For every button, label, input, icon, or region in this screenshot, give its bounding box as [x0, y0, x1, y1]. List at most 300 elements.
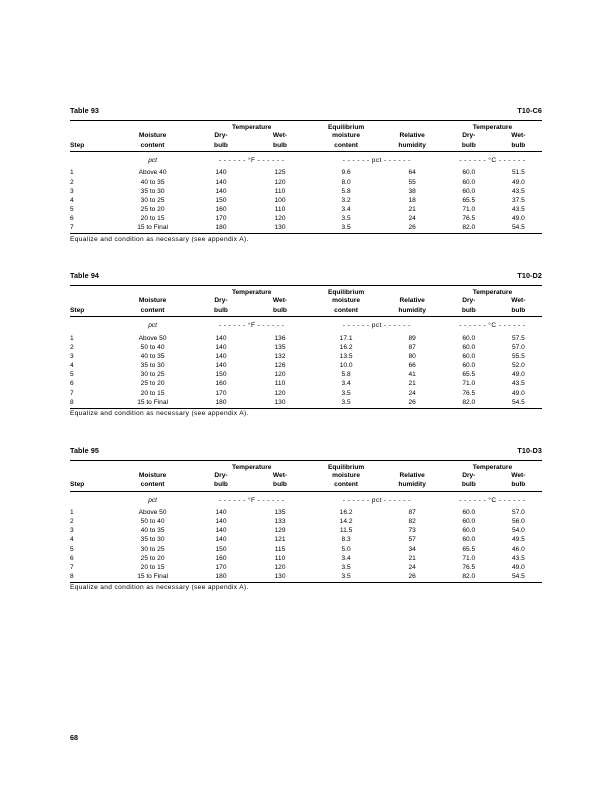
cell-wet-bulb-c: 43.5 [511, 554, 525, 562]
header-wet-bulb-f-line2: bulb [273, 141, 287, 149]
cell-wet-bulb-c: 49.5 [511, 536, 525, 544]
cell-wet-bulb-f: 120 [274, 371, 286, 379]
cell-moisture-content: 15 to Final [137, 224, 168, 232]
cell-dry-bulb-c: 60.0 [462, 536, 476, 544]
cell-step: 6 [70, 215, 74, 223]
cell-dry-bulb-c: 82.0 [462, 398, 476, 406]
header-dry-bulb-f-line2: bulb [214, 141, 228, 149]
cell-relative-humidity: 87 [408, 508, 416, 516]
cell-dry-bulb-f: 160 [215, 554, 227, 562]
cell-step: 5 [70, 371, 74, 379]
cell-moisture-content: 50 to 40 [140, 343, 165, 351]
cell-emc: 3.5 [341, 563, 351, 571]
table-row [70, 554, 542, 563]
cell-wet-bulb-f: 135 [274, 508, 286, 516]
header-wet-bulb-f-line1: Wet- [272, 132, 288, 140]
column-header-row-2 [70, 142, 542, 152]
cell-dry-bulb-c: 71.0 [462, 380, 476, 388]
cell-dry-bulb-c: 60.0 [462, 362, 476, 370]
cell-dry-bulb-c: 76.5 [462, 215, 476, 223]
cell-step: 3 [70, 352, 74, 360]
cell-dry-bulb-c: 60.0 [462, 352, 476, 360]
cell-wet-bulb-c: 49.0 [511, 563, 525, 571]
group-blank-rh [381, 121, 442, 133]
table-row [70, 353, 542, 362]
cell-wet-bulb-c: 56.0 [511, 518, 525, 526]
cell-dry-bulb-c: 71.0 [462, 206, 476, 214]
units-moisture-content-pct: pct [148, 322, 157, 330]
cell-moisture-content: 30 to 25 [140, 545, 165, 553]
cell-dry-bulb-c: 65.5 [462, 196, 476, 204]
table-note-text: Equalize and condition as necessary (see appendix A). [70, 410, 249, 418]
units-celsius: - - - - - - °C - - - - - - [459, 496, 526, 504]
cell-wet-bulb-c: 43.5 [511, 187, 525, 195]
cell-wet-bulb-f: 100 [274, 196, 286, 204]
cell-dry-bulb-c: 60.0 [462, 508, 476, 516]
group-blank-step [70, 121, 112, 133]
drying-schedule-table [70, 460, 542, 593]
cell-moisture-content: Above 50 [138, 508, 167, 516]
cell-wet-bulb-c: 49.0 [511, 178, 525, 186]
cell-dry-bulb-f: 140 [215, 178, 227, 186]
cell-relative-humidity: 64 [408, 169, 416, 177]
table-caption [70, 446, 542, 455]
cell-relative-humidity: 73 [408, 527, 416, 535]
cell-emc: 3.5 [341, 398, 351, 406]
units-row [70, 152, 542, 170]
cell-dry-bulb-f: 180 [215, 573, 227, 581]
header-dry-bulb-c-line2: bulb [461, 141, 476, 149]
cell-wet-bulb-f: 130 [274, 573, 286, 581]
cell-moisture-content: 35 to 30 [140, 536, 165, 544]
table-rows-body [70, 169, 542, 234]
cell-emc: 17.1 [339, 334, 353, 342]
group-blank-rh [381, 460, 442, 472]
table-row [70, 197, 542, 206]
header-dry-bulb-c-line1: Dry- [462, 297, 476, 305]
table-rows-body [70, 334, 542, 408]
cell-moisture-content: 25 to 20 [140, 380, 165, 388]
table-row [70, 545, 542, 554]
cell-moisture-content: 40 to 35 [140, 178, 165, 186]
cell-wet-bulb-c: 43.5 [511, 380, 525, 388]
table-block [70, 106, 542, 244]
table-block [70, 446, 542, 593]
cell-step: 2 [70, 178, 74, 186]
units-moisture-content-pct: pct [148, 157, 157, 165]
cell-step: 4 [70, 536, 74, 544]
cell-step: 6 [70, 380, 74, 388]
cell-wet-bulb-c: 49.0 [511, 215, 525, 223]
column-header-row-1 [70, 132, 542, 142]
cell-wet-bulb-f: 120 [274, 389, 286, 397]
units-blank-step [70, 491, 112, 509]
cell-wet-bulb-c: 54.5 [511, 573, 525, 581]
cell-wet-bulb-c: 52.0 [511, 362, 525, 370]
table-id-label: T10-D2 [517, 271, 542, 281]
cell-dry-bulb-f: 140 [215, 187, 227, 195]
cell-wet-bulb-c: 54.5 [511, 398, 525, 406]
cell-relative-humidity: 26 [408, 224, 416, 232]
group-blank-mc [112, 121, 192, 133]
cell-dry-bulb-c: 82.0 [462, 573, 476, 581]
table-row [70, 509, 542, 518]
cell-wet-bulb-f: 130 [274, 398, 286, 406]
cell-emc: 11.5 [339, 527, 353, 535]
cell-emc: 9.6 [341, 169, 351, 177]
table-row [70, 564, 542, 573]
cell-emc: 8.3 [341, 536, 351, 544]
cell-dry-bulb-c: 76.5 [462, 389, 476, 397]
cell-emc: 3.4 [341, 380, 351, 388]
table-note-row [70, 582, 542, 593]
cell-relative-humidity: 24 [408, 563, 416, 571]
header-wet-bulb-c-line1: Wet- [511, 471, 526, 479]
cell-wet-bulb-f: 120 [274, 178, 286, 186]
cell-dry-bulb-f: 140 [215, 343, 227, 351]
header-wet-bulb-f-line1: Wet- [272, 471, 288, 479]
table-note-text: Equalize and condition as necessary (see appendix A). [70, 235, 249, 243]
header-moisture-content-line2: content [140, 306, 165, 314]
cell-dry-bulb-f: 170 [215, 389, 227, 397]
cell-dry-bulb-c: 60.0 [462, 518, 476, 526]
header-wet-bulb-c-line1: Wet- [511, 297, 526, 305]
cell-wet-bulb-f: 130 [274, 224, 286, 232]
cell-relative-humidity: 24 [408, 215, 416, 223]
group-header-temperature-c: Temperature [472, 124, 513, 131]
cell-wet-bulb-c: 49.0 [511, 389, 525, 397]
header-dry-bulb-c-line1: Dry- [462, 471, 476, 479]
cell-step: 4 [70, 362, 74, 370]
cell-emc: 13.5 [339, 352, 353, 360]
cell-relative-humidity: 80 [408, 352, 416, 360]
header-dry-bulb-f-line1: Dry- [214, 297, 228, 305]
table-id-label: T10-C6 [517, 106, 542, 115]
header-relative-humidity-line2: humidity [398, 481, 426, 489]
header-emc-line2: moisture [332, 132, 361, 140]
table-row [70, 224, 542, 234]
table-row [70, 187, 542, 196]
cell-emc: 8.0 [341, 178, 351, 186]
units-fahrenheit: - - - - - - °F - - - - - - [218, 322, 285, 330]
cell-wet-bulb-f: 120 [274, 563, 286, 571]
group-blank-rh [381, 286, 442, 298]
header-emc-line3: content [334, 141, 358, 149]
cell-emc: 10.0 [339, 362, 353, 370]
table-row [70, 527, 542, 536]
units-percent: - - - - - - pct - - - - - - [342, 322, 411, 330]
cell-dry-bulb-f: 170 [215, 563, 227, 571]
cell-step: 3 [70, 187, 74, 195]
cell-wet-bulb-f: 110 [274, 554, 286, 562]
cell-emc: 3.5 [341, 573, 351, 581]
cell-dry-bulb-c: 60.0 [462, 334, 476, 342]
header-moisture-content-line1: Moisture [138, 471, 167, 479]
cell-emc: 3.5 [341, 224, 351, 232]
cell-dry-bulb-f: 140 [215, 508, 227, 516]
table-row [70, 536, 542, 545]
units-blank-step [70, 317, 112, 335]
header-dry-bulb-f-line2: bulb [214, 306, 228, 314]
header-wet-bulb-f-line1: Wet- [272, 297, 288, 305]
group-header-emc-line1: Equilibrium [327, 289, 365, 297]
cell-moisture-content: 35 to 30 [140, 362, 165, 370]
table-caption-label: Table 95 [70, 445, 100, 455]
cell-relative-humidity: 55 [408, 178, 416, 186]
cell-dry-bulb-c: 76.5 [462, 563, 476, 571]
cell-dry-bulb-c: 60.0 [462, 169, 476, 177]
table-note-row [70, 234, 542, 245]
table-caption-label: Table 93 [70, 106, 100, 115]
cell-moisture-content: 20 to 15 [140, 563, 165, 571]
cell-step: 8 [70, 398, 74, 406]
cell-relative-humidity: 38 [408, 187, 416, 195]
header-step: Step [70, 141, 85, 149]
units-percent: - - - - - - pct - - - - - - [342, 496, 411, 504]
column-header-row-1 [70, 297, 542, 307]
group-blank-step [70, 460, 112, 472]
cell-wet-bulb-f: 135 [274, 343, 286, 351]
cell-emc: 5.0 [341, 545, 351, 553]
cell-wet-bulb-c: 43.5 [511, 206, 525, 214]
header-moisture-content-line2: content [140, 141, 165, 149]
cell-wet-bulb-c: 57.0 [511, 508, 525, 516]
header-relative-humidity-line2: humidity [398, 306, 426, 314]
cell-relative-humidity: 87 [408, 343, 416, 351]
cell-emc: 3.4 [341, 554, 351, 562]
cell-dry-bulb-c: 82.0 [462, 224, 476, 232]
header-wet-bulb-c-line2: bulb [511, 141, 526, 149]
header-emc-line2: moisture [332, 297, 361, 305]
cell-moisture-content: Above 50 [138, 334, 167, 342]
cell-step: 7 [70, 563, 74, 571]
group-blank-mc [112, 286, 192, 298]
header-relative-humidity-line1: Relative [399, 471, 425, 479]
header-relative-humidity-line2: humidity [398, 141, 426, 149]
cell-dry-bulb-f: 150 [215, 545, 227, 553]
cell-wet-bulb-f: 110 [274, 187, 286, 195]
cell-step: 6 [70, 554, 74, 562]
table-caption-label: Table 94 [70, 271, 100, 281]
cell-dry-bulb-f: 160 [215, 380, 227, 388]
cell-dry-bulb-f: 180 [215, 398, 227, 406]
cell-relative-humidity: 89 [408, 334, 416, 342]
units-celsius: - - - - - - °C - - - - - - [459, 157, 526, 165]
cell-step: 2 [70, 343, 74, 351]
table-row [70, 380, 542, 389]
cell-relative-humidity: 24 [408, 389, 416, 397]
table-caption [70, 271, 542, 280]
cell-wet-bulb-f: 115 [274, 545, 286, 553]
table-note-row [70, 408, 542, 419]
header-emc-line3: content [334, 306, 358, 314]
cell-dry-bulb-f: 170 [215, 215, 227, 223]
units-fahrenheit: - - - - - - °F - - - - - - [218, 496, 285, 504]
cell-dry-bulb-c: 60.0 [462, 527, 476, 535]
group-header-emc-line1: Equilibrium [327, 463, 365, 471]
cell-step: 5 [70, 545, 74, 553]
cell-relative-humidity: 34 [408, 545, 416, 553]
cell-relative-humidity: 57 [408, 536, 416, 544]
cell-dry-bulb-c: 60.0 [462, 343, 476, 351]
units-moisture-content-pct: pct [148, 496, 157, 504]
group-header-temperature-f: Temperature [231, 289, 272, 297]
cell-dry-bulb-f: 160 [215, 206, 227, 214]
cell-step: 7 [70, 389, 74, 397]
cell-step: 1 [70, 508, 74, 516]
header-step: Step [70, 306, 85, 314]
cell-wet-bulb-f: 110 [274, 380, 286, 388]
cell-dry-bulb-f: 140 [215, 352, 227, 360]
header-dry-bulb-c-line2: bulb [461, 306, 476, 314]
group-header-temperature-f: Temperature [231, 463, 272, 471]
cell-step: 5 [70, 206, 74, 214]
cell-dry-bulb-f: 180 [215, 224, 227, 232]
cell-moisture-content: 30 to 25 [140, 196, 165, 204]
header-blank-step-1 [70, 472, 112, 482]
header-wet-bulb-c-line1: Wet- [511, 132, 526, 140]
cell-wet-bulb-c: 37.5 [511, 196, 525, 204]
cell-dry-bulb-f: 140 [215, 169, 227, 177]
column-header-row-2 [70, 307, 542, 317]
table-row [70, 371, 542, 380]
header-wet-bulb-f-line2: bulb [273, 481, 287, 489]
units-row [70, 317, 542, 335]
cell-dry-bulb-f: 150 [215, 371, 227, 379]
cell-moisture-content: 25 to 20 [140, 206, 165, 214]
header-wet-bulb-c-line2: bulb [511, 306, 526, 314]
header-dry-bulb-f-line2: bulb [214, 481, 228, 489]
table-row [70, 169, 542, 178]
group-header-temperature-c: Temperature [472, 463, 513, 471]
column-group-header-row [70, 121, 542, 133]
group-blank-step [70, 286, 112, 298]
cell-emc: 5.8 [341, 187, 351, 195]
table-row [70, 518, 542, 527]
drying-schedule-table [70, 285, 542, 418]
cell-wet-bulb-f: 133 [274, 518, 286, 526]
cell-wet-bulb-c: 54.0 [511, 527, 525, 535]
cell-emc: 3.5 [341, 389, 351, 397]
cell-moisture-content: Above 40 [138, 169, 167, 177]
cell-relative-humidity: 41 [408, 371, 416, 379]
units-row [70, 491, 542, 509]
cell-dry-bulb-f: 150 [215, 196, 227, 204]
header-relative-humidity-line1: Relative [399, 132, 425, 140]
cell-step: 4 [70, 196, 74, 204]
cell-wet-bulb-f: 110 [274, 206, 286, 214]
drying-schedule-table [70, 120, 542, 244]
table-row [70, 362, 542, 371]
cell-dry-bulb-c: 65.5 [462, 545, 476, 553]
header-blank-step-1 [70, 132, 112, 142]
cell-wet-bulb-c: 57.5 [511, 334, 525, 342]
cell-relative-humidity: 82 [408, 518, 416, 526]
cell-dry-bulb-f: 140 [215, 536, 227, 544]
cell-relative-humidity: 26 [408, 398, 416, 406]
cell-emc: 3.5 [341, 215, 351, 223]
header-emc-line2: moisture [332, 471, 361, 479]
table-row [70, 389, 542, 398]
cell-relative-humidity: 21 [408, 554, 416, 562]
cell-wet-bulb-c: 55.5 [511, 352, 525, 360]
table-rows-body [70, 509, 542, 583]
units-percent: - - - - - - pct - - - - - - [342, 157, 411, 165]
table-note-text: Equalize and condition as necessary (see appendix A). [70, 584, 249, 592]
header-wet-bulb-f-line2: bulb [273, 306, 287, 314]
cell-wet-bulb-f: 136 [274, 334, 286, 342]
cell-moisture-content: 30 to 25 [140, 371, 165, 379]
units-celsius: - - - - - - °C - - - - - - [459, 322, 526, 330]
page-number: 68 [70, 733, 78, 742]
cell-wet-bulb-f: 132 [274, 352, 286, 360]
table-row [70, 573, 542, 583]
cell-dry-bulb-c: 71.0 [462, 554, 476, 562]
cell-dry-bulb-f: 140 [215, 518, 227, 526]
cell-relative-humidity: 26 [408, 573, 416, 581]
table-row [70, 334, 542, 343]
units-blank-step [70, 152, 112, 170]
cell-moisture-content: 40 to 35 [140, 352, 165, 360]
table-block [70, 271, 542, 418]
header-moisture-content-line1: Moisture [138, 297, 167, 305]
cell-dry-bulb-f: 140 [215, 334, 227, 342]
cell-wet-bulb-f: 129 [274, 527, 286, 535]
cell-dry-bulb-c: 60.0 [462, 187, 476, 195]
group-header-temperature-c: Temperature [472, 289, 513, 297]
group-header-emc-line1: Equilibrium [327, 124, 365, 131]
group-header-temperature-f: Temperature [231, 124, 272, 131]
cell-step: 2 [70, 518, 74, 526]
header-dry-bulb-f-line1: Dry- [214, 471, 228, 479]
header-relative-humidity-line1: Relative [399, 297, 425, 305]
header-dry-bulb-c-line2: bulb [461, 481, 476, 489]
table-id-label: T10-D3 [517, 445, 542, 455]
tables-container [70, 106, 542, 620]
cell-emc: 16.2 [339, 343, 353, 351]
cell-moisture-content: 50 to 40 [140, 518, 165, 526]
column-header-row-2 [70, 481, 542, 491]
table-row [70, 215, 542, 224]
cell-moisture-content: 40 to 35 [140, 527, 165, 535]
cell-wet-bulb-f: 125 [274, 169, 286, 177]
header-step: Step [70, 481, 85, 489]
header-emc-line3: content [334, 481, 358, 489]
cell-wet-bulb-c: 51.5 [511, 169, 525, 177]
cell-step: 3 [70, 527, 74, 535]
header-moisture-content-line2: content [140, 481, 165, 489]
header-wet-bulb-c-line2: bulb [511, 481, 526, 489]
cell-emc: 3.4 [341, 206, 351, 214]
cell-relative-humidity: 21 [408, 206, 416, 214]
cell-wet-bulb-f: 121 [274, 536, 286, 544]
cell-relative-humidity: 66 [408, 362, 416, 370]
table-caption [70, 106, 542, 115]
cell-moisture-content: 25 to 20 [140, 554, 165, 562]
cell-dry-bulb-f: 140 [215, 527, 227, 535]
cell-emc: 3.2 [341, 196, 351, 204]
cell-wet-bulb-f: 120 [274, 215, 286, 223]
table-row [70, 398, 542, 408]
cell-wet-bulb-c: 46.0 [511, 545, 525, 553]
cell-dry-bulb-c: 65.5 [462, 371, 476, 379]
cell-dry-bulb-f: 140 [215, 362, 227, 370]
cell-relative-humidity: 18 [408, 196, 416, 204]
column-group-header-row [70, 286, 542, 298]
cell-wet-bulb-f: 126 [274, 362, 286, 370]
table-row [70, 178, 542, 187]
cell-emc: 14.2 [339, 518, 353, 526]
